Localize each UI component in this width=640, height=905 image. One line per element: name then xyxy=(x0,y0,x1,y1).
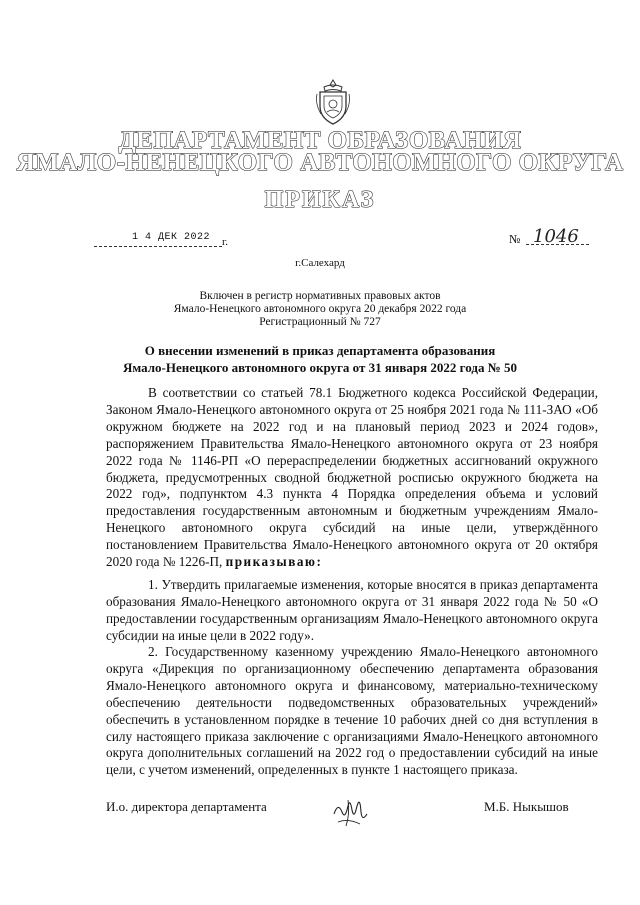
order-date xyxy=(94,232,228,250)
title-line2: Ямало-Ненецкого автономного округа от 31 января 2022 года № 50 xyxy=(122,360,518,375)
preamble-text: В соответствии со статьей 78.1 Бюджетного кодекса Российской Федерации, Законом Ямало-Ненецкого автономного округа от 25 ноября 2021 года № 111-ЗАО «Об окружном бюджете на 2022 год и на плановый период 2023 и 2024 годов», распоряжением Правительства Ямало-Ненецкого автономного округа от 23 ноября 2022 года № 1146-РП «О перераспределении бюджетных ассигнований окружного бюджета, предусмотренных сводной бюджетной росписью окружного бюджета на 2022 год», подпунктом 4.3 пункта 4 Порядка определения объема и условий предоставления государственным автономным и бюджетным учреждениям Ямало-Ненецкого автономного округа субсидий на иные цели, утверждённого постановлением Правительства Ямало-Ненецкого автономного округа от 20 октября 2020 года № 1226-П, xyxy=(106,385,598,570)
coat-of-arms-icon xyxy=(314,78,352,126)
handwritten-number: 1046 xyxy=(533,226,579,247)
handwritten-signature-icon xyxy=(330,792,374,832)
registration-block xyxy=(0,290,640,329)
department-name-line2: ЯМАЛО-НЕНЕЦКОГО АВТОНОМНОГО ОКРУГА xyxy=(16,149,624,176)
registration-line1: Включен в регистр нормативных правовых актов xyxy=(199,290,441,302)
department-name-line1: ДЕПАРТАМЕНТ ОБРАЗОВАНИЯ xyxy=(118,127,522,154)
city: г.Салехард xyxy=(295,257,345,269)
preamble-paragraph xyxy=(106,385,598,571)
registration-line3: Регистрационный № 727 xyxy=(259,316,381,328)
signatory-name: М.Б. Ныкышов xyxy=(484,799,569,814)
title-line1: О внесении изменений в приказ департамента образования xyxy=(144,343,496,358)
order-word: приказываю: xyxy=(225,554,323,570)
document-title xyxy=(0,342,640,376)
date-underline xyxy=(94,246,222,247)
number-sign: № xyxy=(509,232,521,246)
item-2: 2. Государственному казенному учреждению Ямало-Ненецкого автономного округа «Дирекция по организационному обеспечению департамента образования Ямало-Ненецкого автономного округа и финансовому, материально-техническому обеспечению деятельности подведомственных образовательных учреждений» обеспечить в установленном порядке в течение 10 рабочих дней со дня вступления в силу настоящего приказа заключение с организациями Ямало-Ненецкого автономного округа дополнительных соглашений на 2022 год о предоставлении субсидий на иные цели, с учетом изменений, определенных в пункте 1 настоящего приказа. xyxy=(106,644,598,778)
date-suffix: г. xyxy=(221,236,228,248)
item-1: 1. Утвердить прилагаемые изменения, которые вносятся в приказ департамента образования Ямало-Ненецкого автономного округа от 31 января 2022 года № 50 «О предоставлении государственным организациям Ямало-Ненецкого автономного округа субсидии на иные цели в 2022 году». xyxy=(106,577,598,643)
date-stamp: 1 4 ДЕК 2022 xyxy=(132,232,211,243)
signatory-position: И.о. директора департамента xyxy=(106,799,267,814)
registration-line2: Ямало-Ненецкого автономного округа 20 декабря 2022 года xyxy=(173,303,467,315)
order-number xyxy=(509,226,589,248)
document-type: ПРИКАЗ xyxy=(264,187,376,213)
